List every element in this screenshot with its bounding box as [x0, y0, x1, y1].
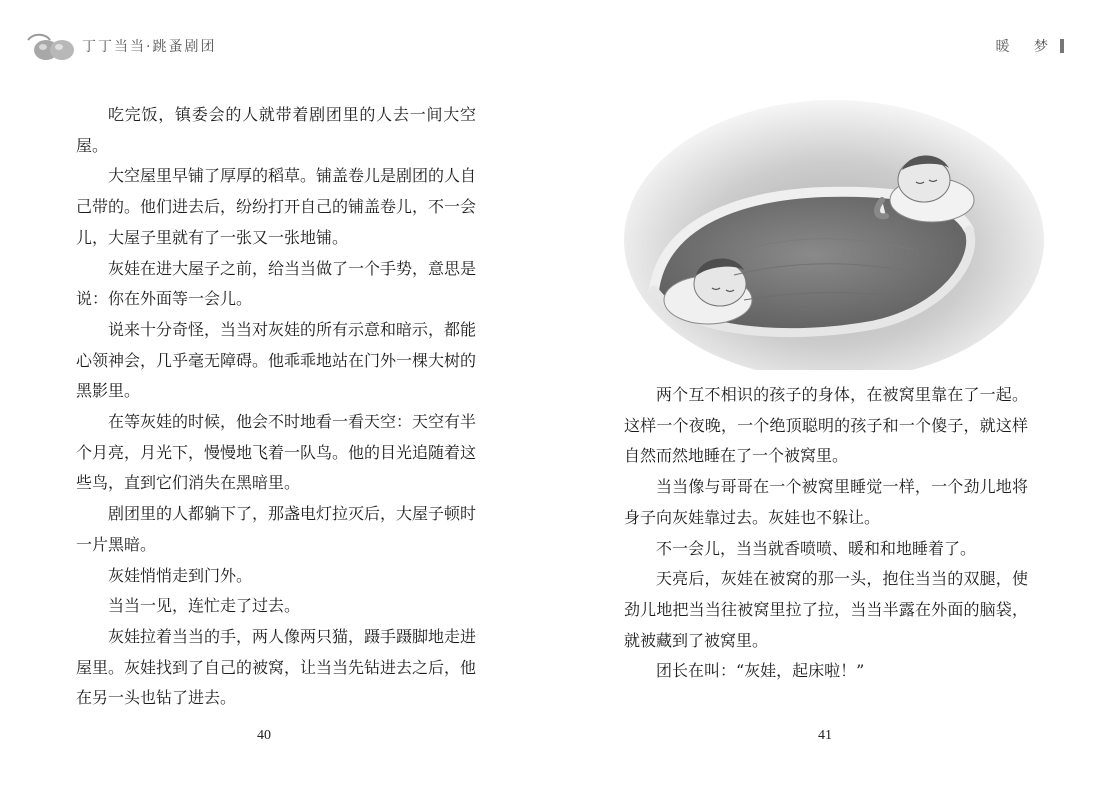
paragraph: 团长在叫：“灰娃，起床啦！” [656, 661, 865, 681]
paragraph: 当当一见，连忙走了过去。 [108, 596, 301, 616]
sleeping-children-illustration [624, 100, 1044, 370]
paragraph: 吃完饭，镇委会的人就带着剧团里的人去一间大空屋。 [76, 105, 476, 155]
right-page-text [624, 380, 1028, 687]
running-header-right [996, 36, 1064, 56]
paragraph: 两个互不相识的孩子的身体，在被窝里靠在了一起。这样一个夜晚，一个绝顶聪明的孩子和一个傻子，就这样自然而然地睡在了一个被窝里。 [624, 385, 1028, 466]
page-number-right: 41 [818, 728, 832, 743]
paragraph: 灰娃在进大屋子之前，给当当做了一个手势，意思是说：你在外面等一会儿。 [76, 258, 477, 309]
left-page-text [76, 100, 476, 714]
book-title: 丁丁当当·跳蚤剧团 [82, 39, 217, 55]
page-number-left: 40 [257, 728, 271, 743]
paragraph: 天亮后，灰娃在被窝的那一头，抱住当当的双腿，使劲儿地把当当往被窝里拉了拉，当当半露在外面的脑袋，就被藏到了被窝里。 [624, 569, 1028, 650]
header-bar [1060, 39, 1064, 53]
running-header-left [24, 28, 216, 64]
paragraph: 在等灰娃的时候，他会不时地看一看天空：天空有半个月亮，月光下，慢慢地飞着一队鸟。他的目光追随着这些鸟，直到它们消失在黑暗里。 [76, 412, 477, 493]
gourd-logo-icon [24, 30, 78, 62]
paragraph: 灰娃悄悄走到门外。 [108, 565, 253, 585]
paragraph: 剧团里的人都躺下了，那盏电灯拉灭后，大屋子顿时一片黑暗。 [76, 504, 477, 554]
paragraph: 灰娃拉着当当的手，两人像两只猫，蹑手蹑脚地走进屋里。灰娃找到了自己的被窝，让当当先钻进去之后，他在另一头也钻了进去。 [76, 626, 477, 708]
paragraph: 说来十分奇怪，当当对灰娃的所有示意和暗示，都能心领神会，几乎毫无障碍。他乖乖地站在门外一棵大树的黑影里。 [76, 319, 477, 401]
paragraph: 不一会儿，当当就香喷喷、暖和和地睡着了。 [656, 538, 977, 558]
paragraph: 大空屋里早铺了厚厚的稻草。铺盖卷儿是剧团的人自己带的。他们进去后，纷纷打开自己的铺盖卷儿，不一会儿，大屋子里就有了一张又一张地铺。 [76, 166, 477, 247]
chapter-title: 暖 梦 [995, 39, 1058, 55]
paragraph: 当当像与哥哥在一个被窝里睡觉一样，一个劲儿地将身子向灰娃靠过去。灰娃也不躲让。 [624, 477, 1028, 527]
